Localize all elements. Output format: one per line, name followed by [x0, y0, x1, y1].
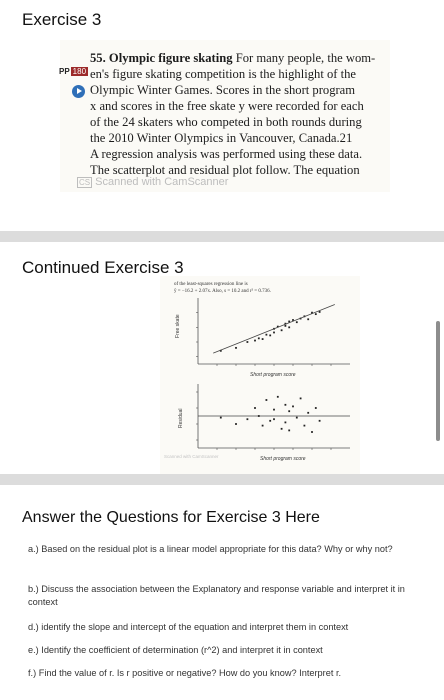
- question-a: a.) Based on the residual plot is a linear model appropriate for this data? Why or why not?: [28, 544, 393, 554]
- residual-point: [277, 396, 279, 398]
- residual-point: [220, 417, 222, 419]
- residual-point: [307, 412, 309, 414]
- problem-line: The scatterplot and residual plot follow. The equation: [90, 163, 360, 177]
- scrollbar-thumb[interactable]: [436, 321, 440, 441]
- continued-panel: [0, 242, 444, 474]
- scatter-point: [273, 332, 275, 334]
- residual-point: [319, 420, 321, 422]
- exercise3-panel: [0, 0, 444, 231]
- residual-point: [315, 407, 317, 409]
- camscanner-logo-icon: CS: [79, 178, 91, 187]
- pp-badge: PP 180: [59, 67, 87, 76]
- residual-x-label: Short program score: [260, 456, 306, 462]
- problem-number: 55.: [90, 51, 106, 65]
- question-f: f.) Find the value of r. Is r positive or negative? How do you know? Interpret r.: [28, 668, 342, 678]
- residual-point: [266, 399, 268, 401]
- problem-title: Olympic figure skating: [108, 51, 233, 65]
- question-d: d.) identify the slope and intercept of the equation and interpret them in context: [28, 622, 349, 632]
- residual-point: [300, 398, 302, 400]
- problem-line-1-rest: For many people, the wom-: [235, 51, 376, 65]
- continued-title: Continued Exercise 3: [22, 258, 184, 277]
- scatter-point: [296, 321, 298, 323]
- scatter-point: [262, 338, 264, 340]
- regression-line: [213, 305, 335, 354]
- residual-point: [269, 420, 271, 422]
- problem-line: x and scores in the free skate y were recorded for each: [90, 99, 364, 113]
- scatter-point: [288, 326, 290, 328]
- residual-point: [285, 422, 287, 424]
- residual-point: [258, 415, 260, 417]
- residual-point: [296, 417, 298, 419]
- residual-point: [292, 406, 294, 408]
- scatter-point: [254, 340, 256, 342]
- question-e: e.) Identify the coefficient of determination (r^2) and interpret it in context: [28, 645, 323, 655]
- scatter-point: [285, 325, 287, 327]
- residual-point: [311, 431, 313, 433]
- question-b: b.) Discuss the association between the Explanatory and response variable and interpret it in context: [28, 584, 405, 607]
- residual-point: [254, 407, 256, 409]
- plots-figure: [160, 276, 360, 476]
- residual-point: [262, 425, 264, 427]
- pp-number: 180: [72, 67, 87, 76]
- residual-point: [273, 418, 275, 420]
- scatter-point: [258, 337, 260, 339]
- answer-title: Answer the Questions for Exercise 3 Here: [22, 509, 320, 526]
- panel-divider: [0, 231, 444, 242]
- residual-point: [285, 404, 287, 406]
- problem-line: the 2010 Winter Olympics in Vancouver, Canada.21: [90, 131, 353, 145]
- scatter-point: [319, 311, 321, 313]
- plot-caption-2: ŷ = −16.2 + 2.07x. Also, s = 10.2 and r² = 0.736.: [174, 289, 271, 294]
- residual-point: [235, 423, 237, 425]
- scatter-point: [269, 335, 271, 337]
- residual-point: [304, 425, 306, 427]
- plot-caption-1: of the least-squares regression line is: [174, 282, 248, 287]
- problem-line: A regression analysis was performed using these data.: [90, 147, 363, 161]
- residual-point: [288, 430, 290, 432]
- residual-point: [288, 410, 290, 412]
- camscanner-watermark: CS Scanned with CamScanner: [79, 176, 229, 188]
- scatter-point: [307, 318, 309, 320]
- problem-line: en's figure skating competition is the highlight of the: [90, 67, 356, 81]
- play-icon[interactable]: [72, 85, 85, 98]
- scatter-y-label: Free skate: [175, 314, 181, 338]
- scatter-point: [281, 329, 283, 331]
- scatter-point: [247, 341, 249, 343]
- problem-line: Olympic Winter Games. Scores in the short program: [90, 83, 356, 97]
- scatter-point: [266, 334, 268, 336]
- scatter-x-label: Short program score: [250, 372, 296, 378]
- residual-y-label: Residual: [178, 408, 184, 428]
- panel-divider: [0, 474, 444, 485]
- residual-point: [247, 418, 249, 420]
- scatter-point: [315, 313, 317, 315]
- residual-point: [273, 409, 275, 411]
- answer-panel: [0, 485, 444, 700]
- problem-line-1: [90, 51, 375, 65]
- scatter-point: [235, 347, 237, 349]
- residual-point: [281, 428, 283, 430]
- problem-line: of the 24 skaters who competed in both rounds during: [90, 115, 362, 129]
- residual-watermark: Scanned with CamScanner: [164, 454, 219, 459]
- exercise3-title: Exercise 3: [22, 10, 102, 29]
